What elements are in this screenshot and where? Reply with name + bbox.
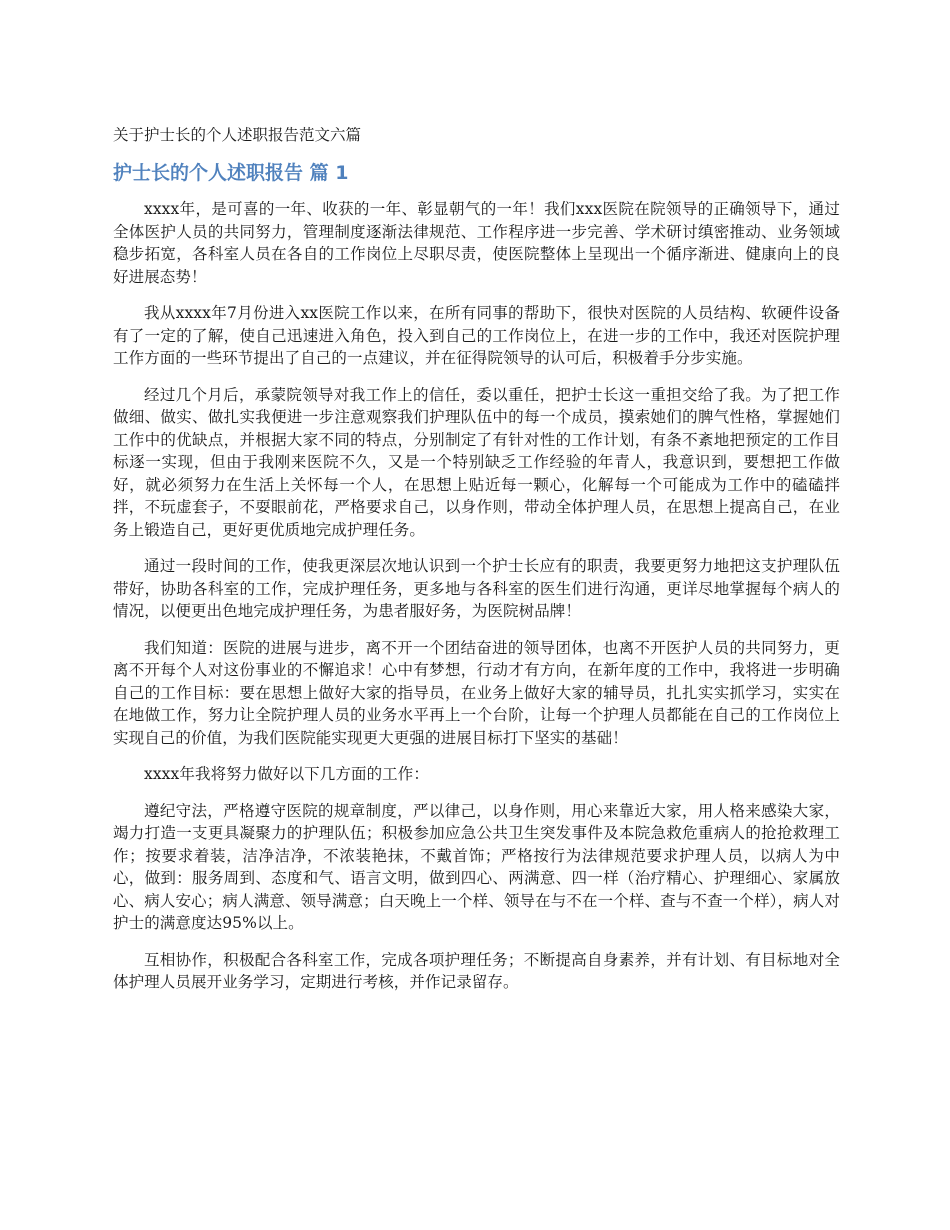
paragraph-8: 互相协作，积极配合各科室工作，完成各项护理任务；不断提高自身素养，并有计划、有目标地对全体护理人员展开业务学习，定期进行考核，并作记录留存。: [113, 950, 840, 991]
paragraph-4: 通过一段时间的工作，使我更深层次地认识到一个护士长应有的职责，我要更努力地把这支护理队伍带好，协助各科室的工作，完成护理任务，更多地与各科室的医生们进行沟通，更详尽地掌握每个病人的情况，以便更出色地完成护理任务，为患者服好务，为医院树品牌！: [113, 557, 840, 620]
document-title: 关于护士长的个人述职报告范文六篇: [113, 126, 362, 144]
document-page: [113, 124, 840, 1008]
paragraph-7: 遵纪守法，严格遵守医院的规章制度，严以律己，以身作则，用心来靠近大家，用人格来感染大家，竭力打造一支更具凝聚力的护理队伍；积极参加应急公共卫生突发事件及本院急救危重病人的抢抢救理工作；按要求着装，洁净洁净，不浓装艳抹，不戴首饰；严格按行为法律规范要求护理人员，以病人为中心，做到：服务周到、态度和气、语言文明，做到四心、两满意、四一样（治疗精心、护理细心、家属放心、病人安心；病人满意、领导满意；白天晚上一个样、领导在与不在一个样、查与不查一个样），病人对护士的满意度达95%以上。: [113, 801, 840, 932]
paragraph-1: xxxx年，是可喜的一年、收获的一年、彰显朝气的一年！我们xxx医院在院领导的正确领导下，通过全体医护人员的共同努力，管理制度逐渐法律规范、工作程序进一步完善、学术研讨缜密推动、业务领域稳步拓宽，各科室人员在各自的工作岗位上尽职尽责，使医院整体上呈现出一个循序渐进、健康向上的良好进展态势！: [113, 200, 840, 286]
paragraph-3: 经过几个月后，承蒙院领导对我工作上的信任，委以重任，把护士长这一重担交给了我。为了把工作做细、做实、做扎实我便进一步注意观察我们护理队伍中的每一个成员，摸索她们的脾气性格，掌握她们工作中的优缺点，并根据大家不同的特点，分别制定了有针对性的工作计划，有条不紊地把预定的工作目标逐一实现，但由于我刚来医院不久，又是一个特别缺乏工作经验的年青人，我意识到，要想把工作做好，就必须努力在生活上关怀每一个人，在思想上贴近每一颗心，化解每一个可能成为工作中的磕磕拌拌，不玩虚套子，不耍眼前花，严格要求自己，以身作则，带动全体护理人员，在思想上提高自己，在业务上锻造自己，更好更优质地完成护理任务。: [113, 385, 840, 539]
paragraph-5: 我们知道：医院的进展与进步，离不开一个团结奋进的领导团体，也离不开医护人员的共同努力，更离不开每个人对这份事业的不懈追求！心中有梦想，行动才有方向，在新年度的工作中，我将进一步明确自己的工作目标：要在思想上做好大家的指导员，在业务上做好大家的辅导员，扎扎实实抓学习，实实在在地做工作，努力让全院护理人员的业务水平再上一个台阶，让每一个护理人员都能在自己的工作岗位上实现自己的价值，为我们医院能实现更大更强的进展目标打下坚实的基础！: [113, 638, 840, 747]
section-heading: 护士长的个人述职报告 篇 1: [113, 162, 349, 184]
paragraph-2: 我从xxxx年7月份进入xx医院工作以来，在所有同事的帮助下，很快对医院的人员结构、软硬件设备有了一定的了解，使自己迅速进入角色，投入到自己的工作岗位上，在进一步的工作中，我还对医院护理工作方面的一些环节提出了自己的一点建议，并在征得院领导的认可后，积极着手分步实施。: [113, 304, 840, 367]
paragraph-6: xxxx年我将努力做好以下几方面的工作：: [144, 765, 429, 783]
